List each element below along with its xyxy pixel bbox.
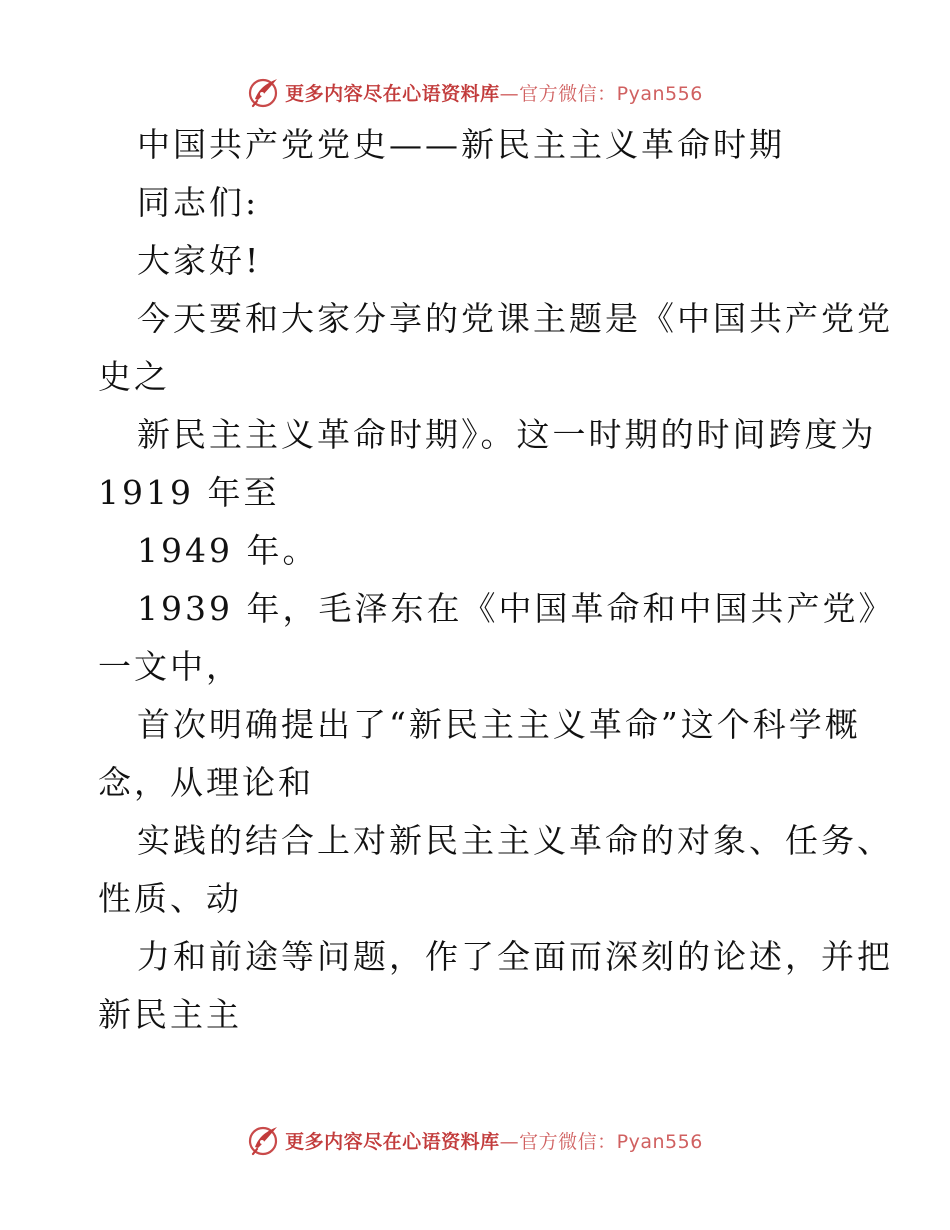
watermark-text <box>285 1127 703 1154</box>
salutation: 同志们: <box>137 183 260 222</box>
paragraph-line: 念，从理论和 <box>98 763 314 802</box>
watermark-text <box>285 79 703 106</box>
watermark-contact: —官方微信：Pyan556 <box>499 82 703 105</box>
paragraph-line: 史之 <box>98 357 170 396</box>
paragraph-line: 力和前途等问题，作了全面而深刻的论述，并把 <box>137 937 893 976</box>
header-watermark <box>0 72 950 112</box>
paragraph-line: 性质、动 <box>98 879 242 918</box>
paragraph-line: 1919 年至 <box>98 473 280 512</box>
paragraph-line: 新民主主 <box>98 995 242 1034</box>
watermark-brand: 更多内容尽在心语资料库 <box>285 1130 500 1153</box>
greeting: 大家好! <box>137 241 262 280</box>
paragraph-line: 1939 年，毛泽东在《中国革命和中国共产党》 <box>137 589 895 628</box>
pen-logo-icon <box>247 1123 281 1157</box>
paragraph-line: 新民主主义革命时期》。这一时期的时间跨度为 <box>137 415 877 454</box>
pen-logo-icon <box>247 75 281 109</box>
paragraph-line: 首次明确提出了“新民主主义革命”这个科学概 <box>137 705 861 744</box>
paragraph-line: 实践的结合上对新民主主义革命的对象、任务、 <box>137 821 893 860</box>
watermark-contact: —官方微信：Pyan556 <box>499 1130 703 1153</box>
watermark-brand: 更多内容尽在心语资料库 <box>285 82 500 105</box>
paragraph-line: 1949 年。 <box>137 531 319 570</box>
paragraph-line: 今天要和大家分享的党课主题是《中国共产党党 <box>137 299 893 338</box>
paragraph-line: 一文中， <box>98 647 242 686</box>
document-title: 中国共产党党史——新民主主义革命时期 <box>137 125 785 164</box>
footer-watermark <box>0 1120 950 1160</box>
